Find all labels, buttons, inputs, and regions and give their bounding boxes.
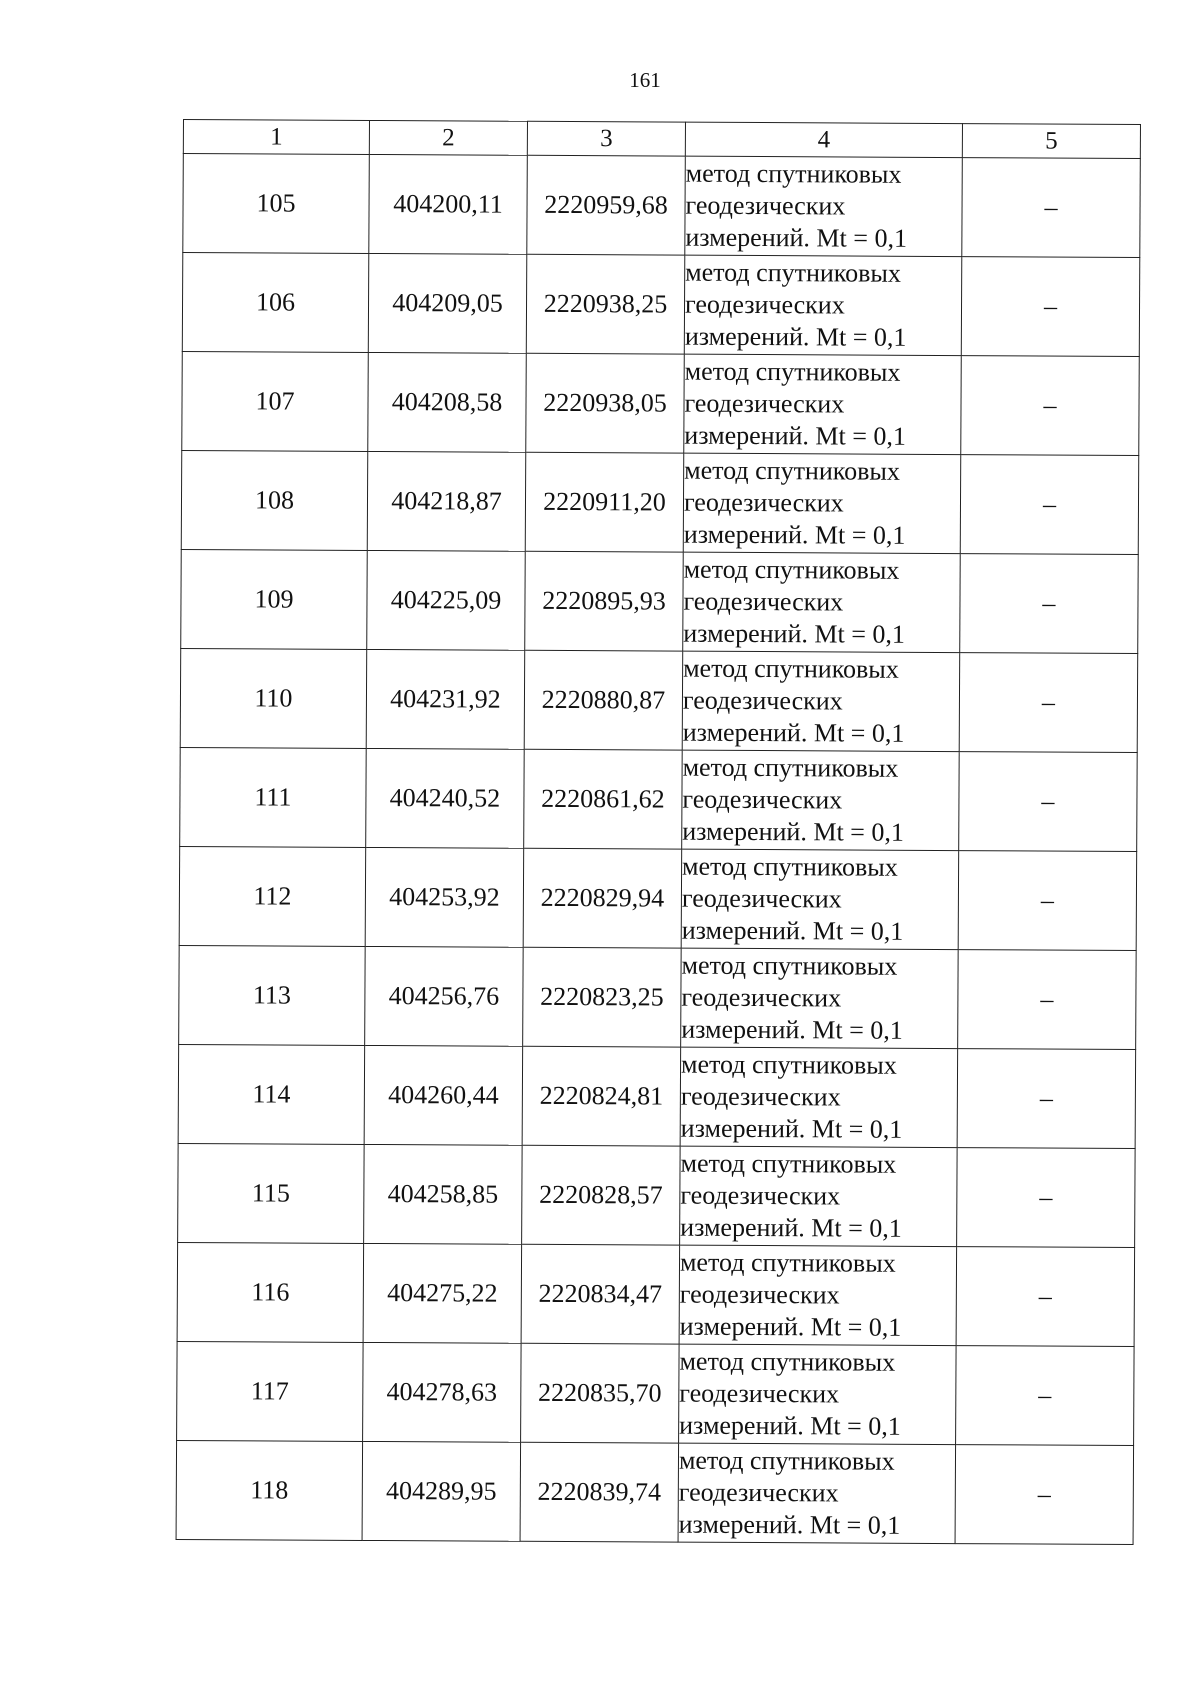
method-line: измерений. Mt = 0,1: [682, 717, 905, 748]
method-line: метод спутниковых: [679, 1346, 896, 1377]
table-row: [178, 1143, 1136, 1247]
method-line: метод спутниковых: [683, 653, 899, 684]
method-line: геодезических: [681, 883, 842, 914]
method-cell: [684, 255, 962, 355]
method-cell: [680, 1146, 958, 1246]
x-coordinate-cell: 404200,11: [369, 154, 528, 254]
page-number: 161: [629, 68, 661, 92]
x-coordinate-cell: 404278,63: [363, 1342, 522, 1442]
x-coordinate-cell: 404218,87: [367, 451, 526, 551]
note-cell: –: [958, 851, 1137, 951]
method-line: геодезических: [682, 784, 843, 815]
x-coordinate-cell: 404289,95: [362, 1441, 521, 1541]
y-coordinate-cell: 2220824,81: [522, 1046, 681, 1146]
note-cell: –: [955, 1445, 1134, 1545]
header-col-2: 2: [369, 120, 527, 155]
point-number-cell: 117: [177, 1341, 364, 1441]
method-cell: [678, 1443, 956, 1543]
method-line: измерений. Mt = 0,1: [679, 1410, 901, 1441]
method-line: метод спутниковых: [682, 851, 898, 882]
point-number-cell: 116: [177, 1242, 364, 1342]
y-coordinate-cell: 2220895,93: [525, 551, 684, 651]
method-cell: [681, 948, 959, 1048]
y-coordinate-cell: 2220834,47: [521, 1244, 680, 1344]
method-cell: [679, 1344, 957, 1444]
method-line: геодезических: [685, 190, 846, 221]
method-line: измерений. Mt = 0,1: [683, 519, 906, 550]
method-line: геодезических: [683, 487, 844, 518]
table-header: [183, 120, 1140, 159]
point-number-cell: 110: [180, 648, 367, 748]
y-coordinate-cell: 2220938,05: [526, 353, 685, 453]
method-cell: [684, 354, 962, 454]
y-coordinate-cell: 2220911,20: [525, 452, 684, 552]
method-line: измерений. Mt = 0,1: [681, 915, 904, 946]
method-cell: [682, 750, 960, 850]
coordinates-table: [176, 119, 1141, 1545]
y-coordinate-cell: 2220839,74: [520, 1442, 679, 1542]
table-row: [182, 351, 1140, 455]
method-line: геодезических: [679, 1279, 840, 1310]
method-cell: [680, 1047, 958, 1147]
point-number-cell: 111: [180, 747, 367, 847]
y-coordinate-cell: 2220861,62: [524, 749, 683, 849]
method-cell: [682, 651, 960, 751]
table-row: [182, 253, 1140, 357]
method-line: метод спутниковых: [680, 1148, 897, 1179]
method-line: измерений. Mt = 0,1: [684, 420, 907, 451]
table-row: [183, 154, 1141, 258]
method-line: метод спутниковых: [679, 1247, 896, 1278]
table-row: [179, 945, 1137, 1049]
header-col-3: 3: [527, 121, 685, 156]
x-coordinate-cell: 404209,05: [368, 253, 527, 353]
method-line: геодезических: [680, 1081, 841, 1112]
point-number-cell: 112: [179, 846, 366, 946]
method-line: измерений. Mt = 0,1: [683, 618, 905, 649]
method-line: измерений. Mt = 0,1: [684, 321, 907, 352]
method-cell: [679, 1245, 957, 1345]
y-coordinate-cell: 2220829,94: [523, 848, 682, 948]
note-cell: –: [962, 158, 1141, 258]
method-line: измерений. Mt = 0,1: [685, 222, 908, 253]
table-body: [176, 154, 1140, 1545]
method-line: геодезических: [678, 1477, 839, 1508]
x-coordinate-cell: 404225,09: [367, 550, 526, 650]
x-coordinate-cell: 404258,85: [364, 1144, 523, 1244]
method-line: метод спутниковых: [684, 455, 900, 486]
method-line: измерений. Mt = 0,1: [679, 1311, 902, 1342]
table-row: [180, 747, 1138, 851]
point-number-cell: 109: [181, 549, 368, 649]
y-coordinate-cell: 2220823,25: [523, 947, 682, 1047]
header-col-4: 4: [685, 122, 962, 157]
note-cell: –: [959, 653, 1138, 753]
table-row: [180, 648, 1138, 752]
point-number-cell: 114: [178, 1044, 365, 1144]
method-cell: [681, 849, 959, 949]
method-line: метод спутниковых: [685, 158, 902, 189]
note-cell: –: [958, 950, 1137, 1050]
header-row: [183, 120, 1140, 159]
x-coordinate-cell: 404260,44: [364, 1045, 523, 1145]
method-line: измерений. Mt = 0,1: [682, 816, 904, 847]
table-row: [181, 450, 1139, 554]
method-line: геодезических: [684, 289, 845, 320]
table-row: [178, 1044, 1136, 1148]
point-number-cell: 107: [182, 351, 369, 451]
note-cell: –: [961, 257, 1140, 357]
point-number-cell: 113: [179, 945, 366, 1045]
method-line: геодезических: [683, 586, 844, 617]
method-line: метод спутниковых: [681, 950, 898, 981]
point-number-cell: 108: [181, 450, 368, 550]
point-number-cell: 105: [183, 154, 370, 254]
method-line: геодезических: [680, 1180, 841, 1211]
x-coordinate-cell: 404208,58: [368, 352, 527, 452]
method-line: метод спутниковых: [684, 356, 901, 387]
note-cell: –: [960, 455, 1139, 555]
method-cell: [683, 453, 961, 553]
x-coordinate-cell: 404231,92: [366, 649, 525, 749]
point-number-cell: 106: [182, 253, 369, 353]
method-line: геодезических: [684, 388, 845, 419]
note-cell: –: [961, 356, 1140, 456]
method-line: метод спутниковых: [678, 1445, 895, 1476]
table-row: [179, 846, 1137, 950]
method-line: метод спутниковых: [680, 1049, 897, 1080]
method-line: измерений. Mt = 0,1: [678, 1509, 901, 1540]
method-line: геодезических: [682, 685, 843, 716]
method-line: геодезических: [681, 982, 842, 1013]
x-coordinate-cell: 404253,92: [365, 847, 524, 947]
point-number-cell: 118: [176, 1440, 363, 1540]
y-coordinate-cell: 2220835,70: [521, 1343, 680, 1443]
table-row: [177, 1341, 1135, 1445]
header-col-5: 5: [962, 124, 1140, 159]
method-line: метод спутниковых: [682, 752, 899, 783]
method-line: измерений. Mt = 0,1: [680, 1212, 902, 1243]
table-row: [181, 549, 1139, 653]
note-cell: –: [960, 554, 1139, 654]
note-cell: –: [957, 1148, 1136, 1248]
method-cell: [683, 552, 961, 652]
method-cell: [685, 156, 963, 256]
table-row: [177, 1242, 1135, 1346]
x-coordinate-cell: 404240,52: [366, 748, 525, 848]
y-coordinate-cell: 2220938,25: [526, 254, 685, 354]
note-cell: –: [956, 1247, 1135, 1347]
method-line: геодезических: [679, 1378, 840, 1409]
x-coordinate-cell: 404256,76: [365, 946, 524, 1046]
table-row: [176, 1440, 1134, 1544]
y-coordinate-cell: 2220959,68: [527, 155, 686, 255]
y-coordinate-cell: 2220828,57: [522, 1145, 681, 1245]
method-line: измерений. Mt = 0,1: [681, 1014, 903, 1045]
point-number-cell: 115: [178, 1143, 365, 1243]
method-line: метод спутниковых: [685, 257, 901, 288]
note-cell: –: [956, 1346, 1135, 1446]
method-line: метод спутниковых: [683, 554, 900, 585]
header-col-1: 1: [183, 120, 369, 155]
note-cell: –: [959, 752, 1138, 852]
note-cell: –: [957, 1049, 1136, 1149]
y-coordinate-cell: 2220880,87: [524, 650, 683, 750]
x-coordinate-cell: 404275,22: [363, 1243, 522, 1343]
method-line: измерений. Mt = 0,1: [680, 1113, 903, 1144]
